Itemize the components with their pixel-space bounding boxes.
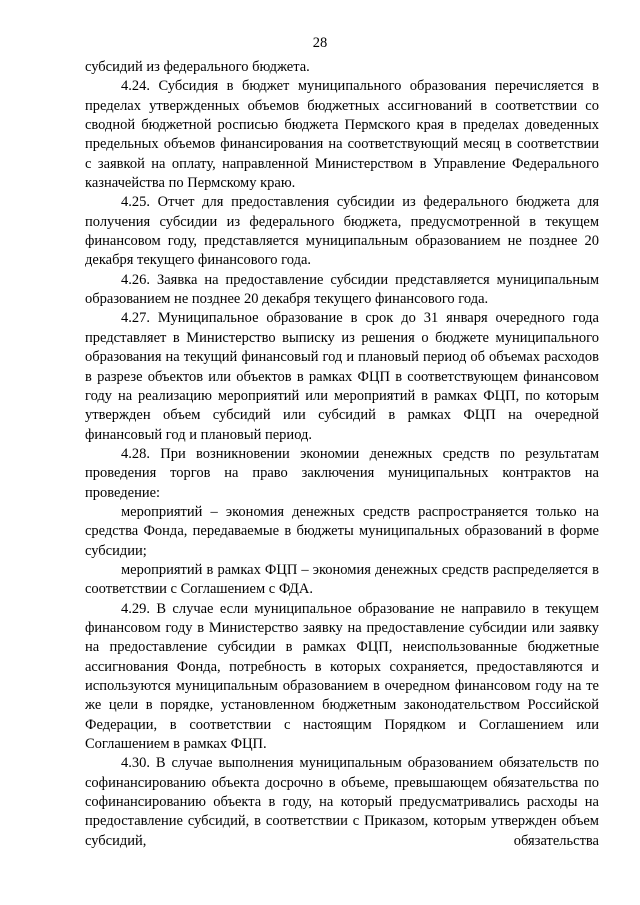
paragraph-4-24: 4.24. Субсидия в бюджет муниципального образования перечисляется в пределах утвержденных объемов бюджетных ассигнований в соответствии со сводной бюджетной росписью бюджета Пермского края в пределах доведенных предельных объемов финансирования на соответствующий месяц в соответствии с заявкой на оплату, направленной Министерством в Управление Федерального казначейства по Пермскому краю. <box>85 78 599 192</box>
paragraph-4-29: 4.29. В случае если муниципальное образование не направило в текущем финансовом году в Министерство заявку на предоставление субсидии или заявку на предоставление субсидии в рамках ФЦП, неиспользованные бюджетные ассигнования Фонда, потребность в которых сохраняется, предоставляются и используются муниципальным образованием в очередном финансовом году на те же цели в порядке, установленном бюджетным законодательством Российской Федерации, в соответствии с настоящим Порядком и Соглашением или Соглашением в рамках ФЦП. <box>85 600 599 753</box>
list-item-activities: мероприятий – экономия денежных средств распространяется только на средства Фонда, передаваемые в бюджеты муниципальных образований в форме субсидии; <box>85 503 599 559</box>
page-number: 28 <box>312 35 328 51</box>
document-body <box>85 58 599 851</box>
list-item-fcp-activities: мероприятий в рамках ФЦП – экономия денежных средств распределяется в соответствии с Соглашением с ФДА. <box>85 561 599 598</box>
paragraph-continuation: субсидий из федерального бюджета. <box>85 59 310 75</box>
paragraph-4-28: 4.28. При возникновении экономии денежных средств по результатам проведения торгов на право заключения муниципальных контрактов на проведение: <box>85 445 599 501</box>
paragraph-4-26: 4.26. Заявка на предоставление субсидии представляется муниципальным образованием не позднее 20 декабря текущего финансового года. <box>85 271 599 308</box>
paragraph-4-30: 4.30. В случае выполнения муниципальным образованием обязательств по софинансированию объекта досрочно в объеме, превышающем обязательства по софинансированию объекта в году, на который предусматривались расходы на предоставление субсидий, в соответствии с Приказом, которым утвержден объем субсидий, обязательства <box>85 755 599 849</box>
paragraph-4-25: 4.25. Отчет для предоставления субсидии из федерального бюджета для получения субсидии из федерального бюджета, предусмотренной в текущем финансовом году, представляется муниципальным образованием не позднее 20 декабря текущего финансового года. <box>85 194 599 269</box>
paragraph-4-27: 4.27. Муниципальное образование в срок до 31 января очередного года представляет в Министерство выписку из решения о бюджете муниципального образования на текущий финансовый год и плановый период об объемах расходов в разрезе объектов или объектов в рамках ФЦП в соответствующем финансовом году на реализацию мероприятий или мероприятий в рамках ФЦП, по которым утвержден объем субсидий или субсидий в рамках ФЦП на очередной финансовый год и плановый период. <box>85 310 599 443</box>
